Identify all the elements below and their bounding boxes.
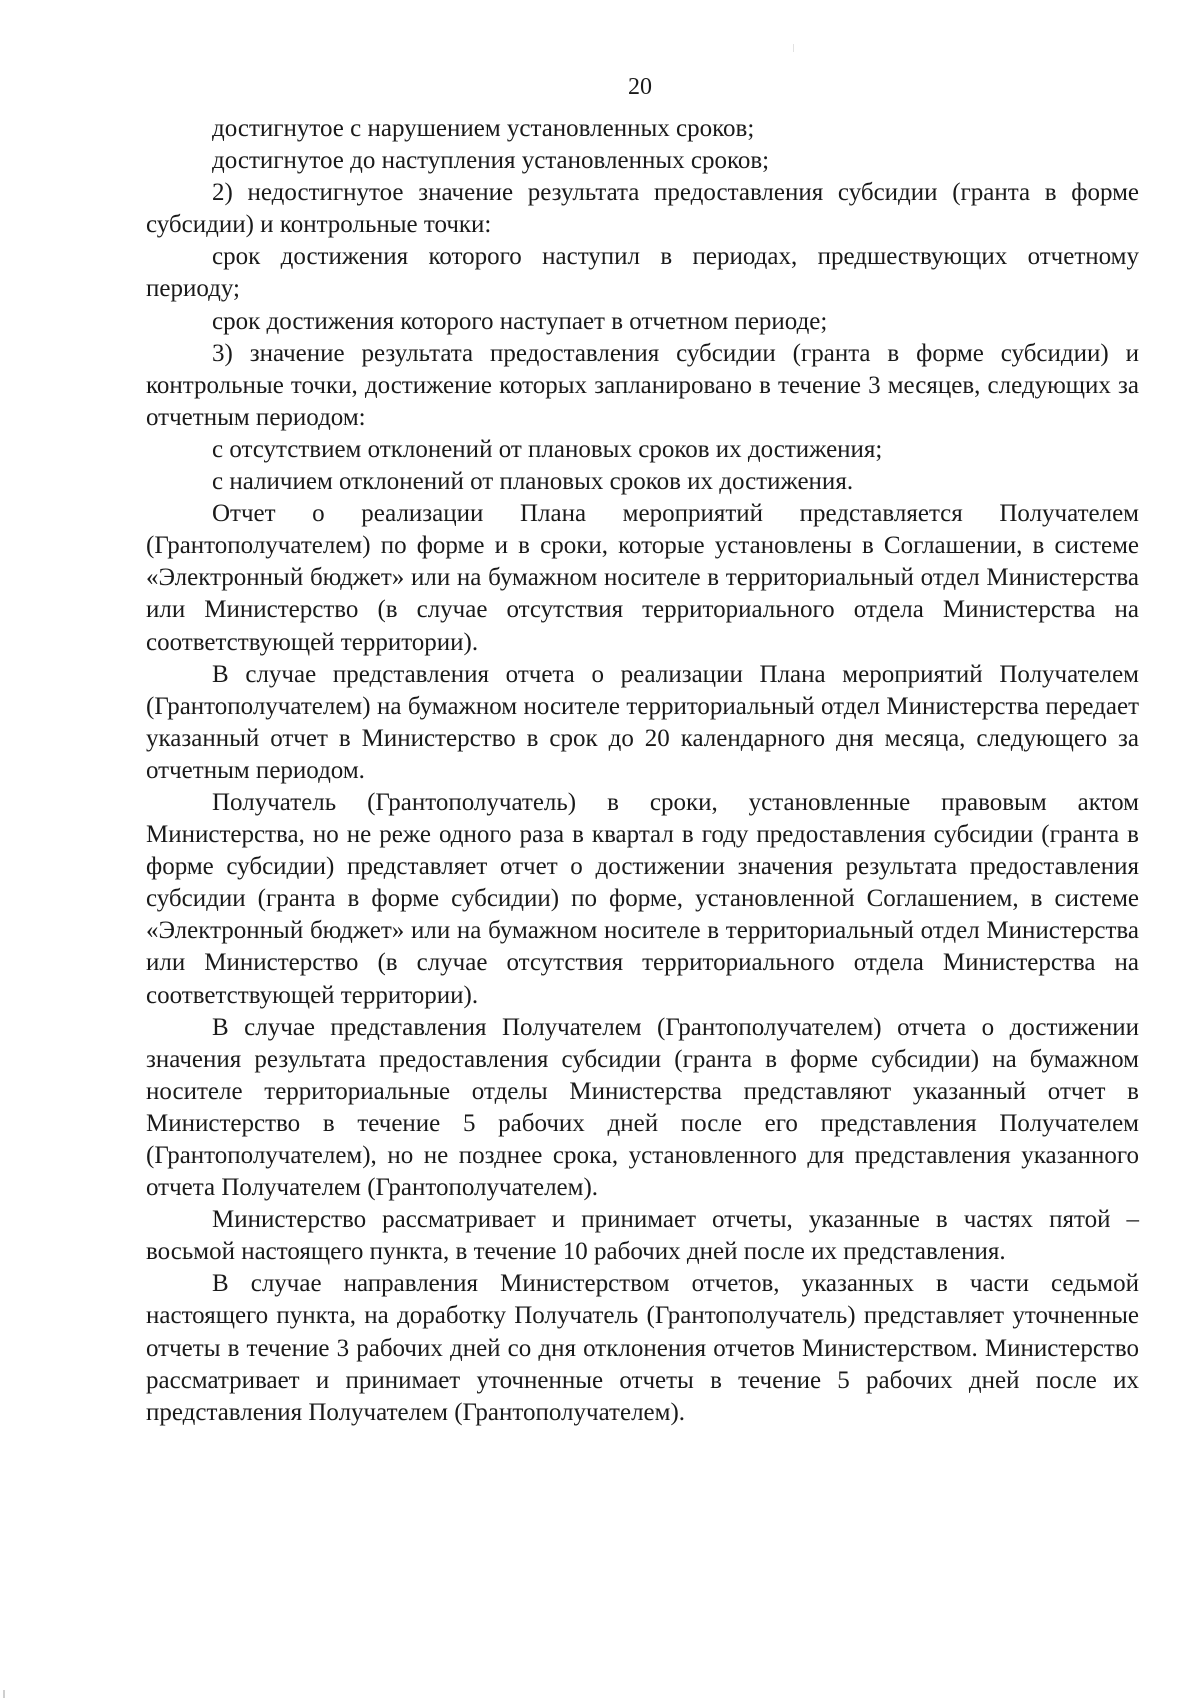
paragraph-8: с наличием отклонений от плановых сроков их достижения. xyxy=(212,468,854,496)
paragraph-3: 2) недостигнутое значение результата предоставления субсидии (гранта в форме субсидии) и контрольные точки: xyxy=(146,179,1139,239)
paragraph-13: Министерство рассматривает и принимает отчеты, указанные в частях пятой – восьмой настоящего пункта, в течение 10 рабочих дней после их представления. xyxy=(146,1206,1139,1266)
scan-artifact-bottom xyxy=(3,1690,5,1698)
paragraph-7: с отсутствием отклонений от плановых сроков их достижения; xyxy=(212,435,883,463)
paragraph-2: достигнутое до наступления установленных сроков; xyxy=(212,147,770,175)
paragraph-9: Отчет о реализации Плана мероприятий представляется Получателем (Грантополучателем) по форме и в сроки, которые установлены в Соглашении, в системе «Электронный бюджет» или на бумажном носителе в территориальный отдел Министерства или Министерство (в случае отсутствия территориального отдела Министерства на соответствующей территории). xyxy=(146,500,1139,656)
paragraph-5: срок достижения которого наступает в отчетном периоде; xyxy=(212,307,828,335)
scan-artifact-top xyxy=(793,44,794,52)
paragraph-12: В случае представления Получателем (Грантополучателем) отчета о достижении значения результата предоставления субсидии (гранта в форме субсидии) на бумажном носителе территориальные отделы Министерства представляют указанный отчет в Министерство в течение 5 рабочих дней после его представления Получателем (Грантополучателем), но не позднее срока, установленного для представления указанного отчета Получателем (Грантополучателем). xyxy=(146,1013,1139,1202)
page-number: 20 xyxy=(628,74,652,100)
paragraph-1: достигнутое с нарушением установленных сроков; xyxy=(212,115,755,142)
paragraph-14: В случае направления Министерством отчетов, указанных в части седьмой настоящего пункта, на доработку Получатель (Грантополучатель) представляет уточненные отчеты в течение 3 рабочих дней со дня отклонения отчетов Министерством. Министерство рассматривает и принимает уточненные отчеты в течение 5 рабочих дней после их представления Получателем (Грантополучателем). xyxy=(146,1270,1139,1426)
paragraph-11: Получатель (Грантополучатель) в сроки, установленные правовым актом Министерства, но не реже одного раза в квартал в году предоставления субсидии (гранта в форме субсидии) представляет отчет о достижении значения результата предоставления субсидии (гранта в форме субсидии) по форме, установленной Соглашением, в системе «Электронный бюджет» или на бумажном носителе в территориальный отдел Министерства или Министерство (в случае отсутствия территориального отдела Министерства на соответствующей территории). xyxy=(146,788,1139,1009)
paragraph-4: срок достижения которого наступил в периодах, предшествующих отчетному периоду; xyxy=(146,243,1139,303)
document-body xyxy=(146,113,1139,1429)
paragraph-6: 3) значение результата предоставления субсидии (гранта в форме субсидии) и контрольные точки, достижение которых запланировано в течение 3 месяцев, следующих за отчетным периодом: xyxy=(146,339,1139,431)
paragraph-10: В случае представления отчета о реализации Плана мероприятий Получателем (Грантополучателем) на бумажном носителе территориальный отдел Министерства передает указанный отчет в Министерство в срок до 20 календарного дня месяца, следующего за отчетным периодом. xyxy=(146,660,1139,784)
